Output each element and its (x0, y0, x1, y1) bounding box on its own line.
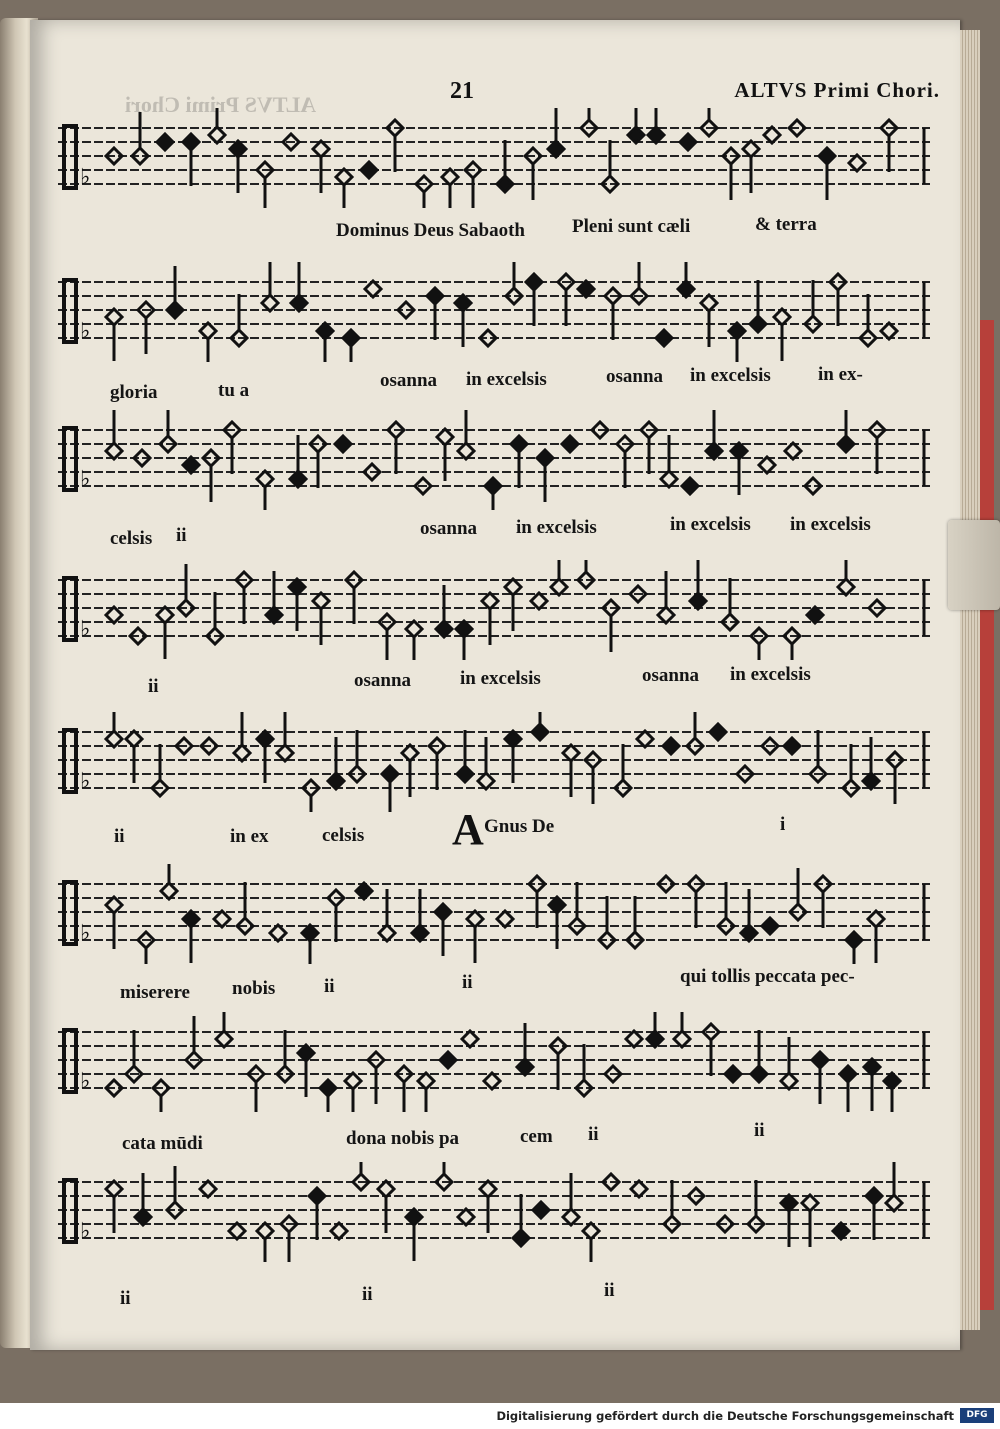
lyric: in excelsis (460, 668, 541, 689)
running-head: ALTVS Primi Chori. (734, 78, 940, 102)
lyric: osanna (642, 665, 700, 686)
lyric: dona nobis pa (346, 1128, 460, 1149)
lyric: Dominus Deus Sabaoth (336, 220, 525, 241)
lyric: in excelsis (516, 517, 597, 538)
lyric: cata mūdi (122, 1133, 203, 1154)
lyric: tu a (218, 380, 250, 401)
show-through-text: ALTVS Primi Chori (125, 92, 317, 117)
bookmark-clip (948, 520, 1000, 610)
lyric: ii (120, 1288, 131, 1309)
lyric: ii (362, 1284, 373, 1305)
lyric: qui tollis peccata pec- (680, 966, 855, 987)
music-staff (58, 262, 930, 362)
music-staff (58, 712, 930, 812)
lyric: miserere (120, 982, 190, 1003)
lyric: osanna (380, 370, 438, 391)
lyric: Pleni sunt cæli (572, 216, 691, 237)
svg-text:♭: ♭ (80, 769, 91, 794)
footer-bar (0, 1403, 1000, 1429)
page-number: 21 (450, 78, 474, 104)
lyric: ii (462, 972, 473, 993)
lyric: ii (176, 525, 187, 546)
dfg-logo: DFG (960, 1408, 994, 1423)
lyric: ii (754, 1120, 765, 1141)
lyric: ii (604, 1280, 615, 1301)
music-staff (58, 864, 930, 964)
lyric: gloria (110, 382, 158, 403)
lyric: cem (520, 1126, 553, 1147)
lyric: in excelsis (690, 365, 771, 386)
svg-text:♭: ♭ (80, 319, 91, 344)
page-header (430, 78, 950, 108)
lyric: in ex- (818, 364, 863, 385)
lyric: in excelsis (730, 664, 811, 685)
lyric: in excelsis (670, 514, 751, 535)
lyric: in excelsis (790, 514, 871, 535)
lyric: Gnus De (484, 816, 555, 837)
music-staff (58, 560, 930, 660)
lyric: & terra (755, 214, 817, 235)
svg-text:♭: ♭ (80, 617, 91, 642)
lyric: osanna (420, 518, 478, 539)
funding-notice: Digitalisierung gefördert durch die Deutsche Forschungsgemeinschaft (496, 1409, 954, 1423)
lyric: celsis (322, 825, 365, 846)
lyric: in ex (230, 826, 269, 847)
music-staff (58, 1162, 930, 1262)
lyric: nobis (232, 978, 276, 999)
svg-text:♭: ♭ (80, 165, 91, 190)
music-staff (58, 410, 930, 510)
lyric: osanna (354, 670, 412, 691)
music-staff (58, 1012, 930, 1112)
lyric: ii (324, 976, 335, 997)
svg-text:♭: ♭ (80, 467, 91, 492)
lyric: ii (114, 826, 125, 847)
svg-text:♭: ♭ (80, 921, 91, 946)
initial-letter: A (452, 805, 484, 854)
svg-text:♭: ♭ (80, 1219, 91, 1244)
svg-text:♭: ♭ (80, 1069, 91, 1094)
red-page-edge (980, 320, 994, 1310)
lyric: ii (588, 1124, 599, 1145)
lyric: ii (148, 676, 159, 697)
page-block-edge (960, 30, 980, 1330)
lyric: celsis (110, 528, 153, 549)
music-staff (58, 108, 930, 208)
lyric: in excelsis (466, 369, 547, 390)
lyric: osanna (606, 366, 664, 387)
lyric: i (780, 814, 786, 835)
